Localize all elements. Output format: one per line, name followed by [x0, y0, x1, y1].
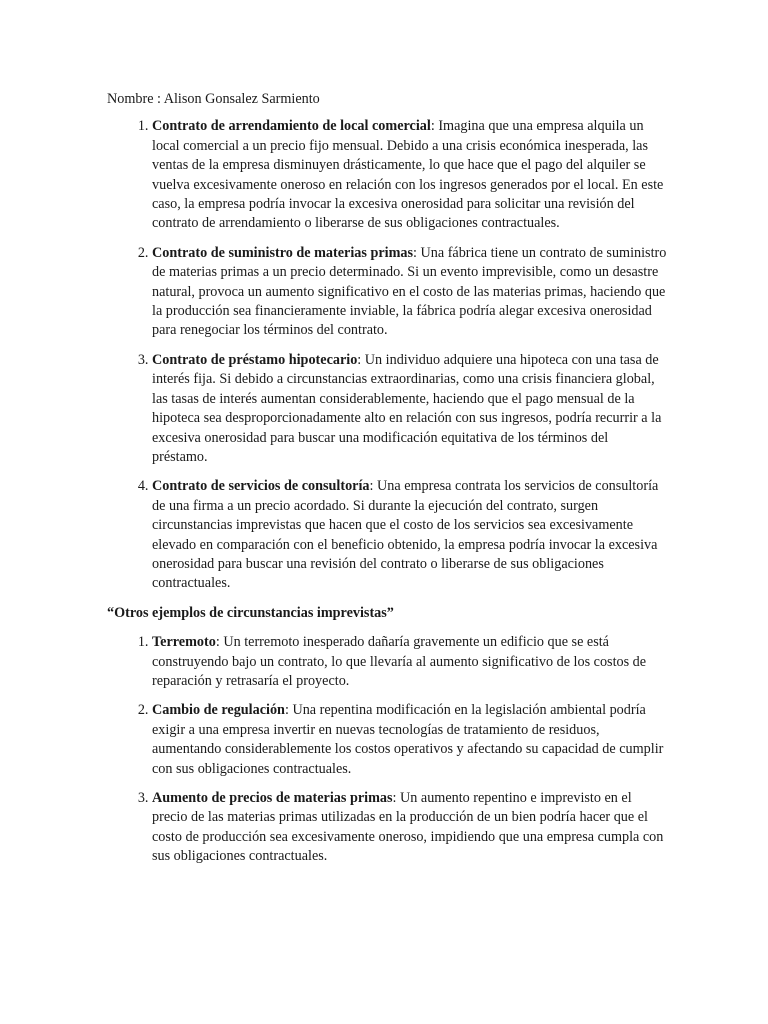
list-item — [152, 477, 667, 593]
list-item — [152, 351, 667, 467]
item-term: Contrato de arrendamiento de local comercial — [152, 118, 431, 135]
document-content — [107, 90, 667, 877]
list-item — [152, 633, 667, 691]
item-term: Aumento de precios de materias primas — [152, 790, 393, 806]
item-term: Contrato de suministro de materias primas — [152, 244, 414, 261]
list-item — [152, 789, 667, 867]
item-term: Contrato de servicios de consultoría — [152, 478, 370, 495]
item-body: : Una fábrica tiene un contrato de suministro de materias primas a un precio determinado. Si un evento imprevisible, como un desastre natural, provoca un aumento significativo en el costo de las materias primas, haciendo que la producción sea financieramente inviable, la fábrica podría alegar excesiva onerosidad para renegociar los términos del contrato. — [152, 244, 667, 339]
unforeseen-circumstances-list — [107, 633, 667, 866]
item-body: : Un aumento repentino e imprevisto en el precio de las materias primas utilizadas en la producción de un bien podría hacer que el costo de producción sea excesivamente oneroso, impidiendo que una empresa cumpla con sus obligaciones contractuales. — [152, 790, 664, 865]
item-term: Cambio de regulación — [152, 702, 285, 719]
item-body: : Un individuo adquiere una hipoteca con una tasa de interés fija. Si debido a circunstancias extraordinarias, como una crisis financiera global, las tasas de interés aumentan considerablemente, haciendo que el pago mensual de la hipoteca sea desproporcionadamente alto en relación con sus ingresos, podría recurrir a la excesiva onerosidad para buscar una modificación equitativa de los términos del préstamo. — [152, 351, 662, 465]
contract-examples-list — [107, 117, 667, 593]
item-body: : Una repentina modificación en la legislación ambiental podría exigir a una empresa invertir en nuevas tecnologías de tratamiento de residuos, aumentando considerablemente los costos operativos y afectando su capacidad de cumplir con sus obligaciones contractuales. — [152, 702, 664, 777]
item-body: : Una empresa contrata los servicios de consultoría de una firma a un precio acordado. Si durante la ejecución del contrato, surgen circunstancias imprevistas que hacen que el costo de los servicios sea excesivamente elevado en comparación con el beneficio obtenido, la empresa podría invocar la excesiva onerosidad para buscar una revisión del contrato o liberarse de sus obligaciones contractuales. — [152, 478, 659, 592]
item-term: Terremoto — [152, 634, 216, 651]
item-term: Contrato de préstamo hipotecario — [152, 351, 358, 368]
student-name-line: Nombre : Alison Gonsalez Sarmiento — [107, 91, 320, 107]
section-heading: “Otros ejemplos de circunstancias imprevistas” — [107, 604, 394, 621]
list-item — [152, 701, 667, 779]
list-item — [152, 244, 667, 341]
item-body: : Un terremoto inesperado dañaría gravemente un edificio que se está construyendo bajo un contrato, lo que llevaría al aumento significativo de los costos de reparación y retrasaría el proyecto. — [152, 634, 647, 689]
list-item — [152, 117, 667, 233]
item-body: : Imagina que una empresa alquila un local comercial a un precio fijo mensual. Debido a una crisis económica inesperada, las ventas de la empresa disminuyen drásticamente, lo que hace que el pago del alquiler se vuelva excesivamente oneroso en relación con los ingresos generados por el local. En este caso, la empresa podría invocar la excesiva onerosidad para solicitar una revisión del contrato de arrendamiento o liberarse de sus obligaciones contractuales. — [152, 118, 664, 232]
